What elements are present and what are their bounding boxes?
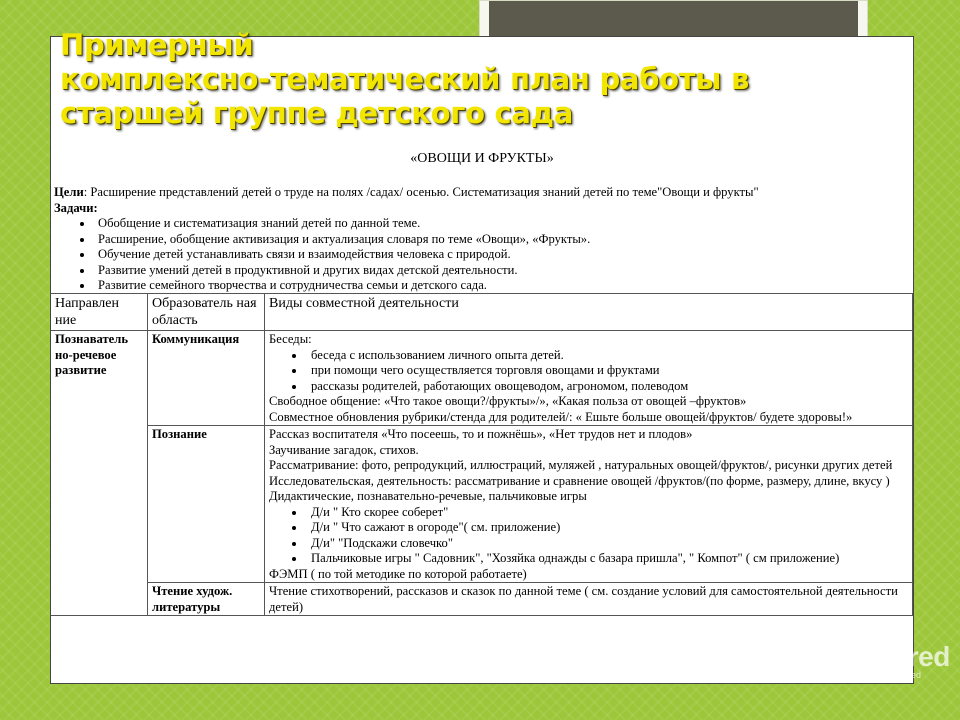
- watermark-text: MyShared: [820, 641, 950, 672]
- activity-line: Беседы:: [269, 332, 312, 346]
- activity-line: Рассматривание: фото, репродукций, иллюстраций, муляжей , натуральных овощей/фруктов/, рисунки других детей: [269, 458, 893, 472]
- theme-heading: «ОВОЩИ И ФРУКТЫ»: [410, 151, 554, 166]
- title-line: комплексно-тематический план работы в: [60, 62, 750, 96]
- activity-bullet: Д/и" "Подскажи словечко": [269, 536, 908, 552]
- activities-cell: [265, 426, 913, 583]
- task-item: Обучение детей устанавливать связи и взаимодействия человека с природой.: [54, 247, 909, 263]
- activity-bullet: рассказы родителей, работающих овощеводом, агрономом, полеводом: [269, 379, 908, 395]
- activity-bullet: Пальчиковые игры " Садовник", "Хозяйка однажды с базара пришла", " Компот" ( см приложение): [269, 551, 908, 567]
- tasks-label: Задачи:: [54, 200, 98, 215]
- slide-title: [60, 28, 860, 130]
- goals-label: Цели: [54, 185, 84, 199]
- watermark-subtext: MyShared: [880, 670, 922, 680]
- table-row: [51, 331, 913, 426]
- activity-bullet: Д/и " Что сажают в огороде"( см. приложение): [269, 520, 908, 536]
- activity-bullet: при помощи чего осуществляется торговля овощами и фруктами: [269, 363, 908, 379]
- task-item: Развитие умений детей в продуктивной и других видах детской деятельности.: [54, 263, 909, 279]
- table-row: [51, 426, 913, 583]
- direction-cell: Познаватель но-речевое развитие: [51, 331, 148, 616]
- plan-table: [50, 293, 913, 616]
- task-item: Обобщение и систематизация знаний детей по данной теме.: [54, 216, 909, 232]
- activity-line: Исследовательская, деятельность: рассматривание и сравнение овощей /фруктов/(по форме, размеру, длине, вкусу ): [269, 473, 890, 488]
- goals-section: [54, 185, 909, 294]
- activity-bullet: Д/и " Кто скорее соберет": [269, 505, 908, 521]
- table-row: [51, 583, 913, 616]
- area-cell: Чтение худож. литературы: [148, 583, 265, 616]
- watermark: [780, 636, 950, 680]
- activity-line: ФЭМП ( по той методике по которой работаете): [269, 566, 527, 581]
- activity-line: Свободное общение: «Что такое овощи?/фрукты»/», «Какая польза от овощей –фруктов»: [269, 394, 747, 408]
- activity-line: Заучивание загадок, стихов.: [269, 442, 419, 457]
- activity-line: Дидактические, познавательно-речевые, пальчиковые игры: [269, 489, 587, 503]
- goals-line: [54, 185, 909, 201]
- title-line: старшей группе детского сада: [60, 96, 574, 130]
- area-cell: Коммуникация: [148, 331, 265, 426]
- presentation-icon: [780, 640, 814, 674]
- header-area: Образователь ная область: [148, 294, 265, 331]
- task-item: Развитие семейного творчества и сотрудничества семьи и детского сада.: [54, 278, 909, 294]
- table-header-row: [51, 294, 913, 331]
- area-cell: Познание: [148, 426, 265, 583]
- document-scan: [50, 36, 914, 684]
- header-activities: Виды совместной деятельности: [265, 294, 913, 331]
- activities-cell: Чтение стихотворений, рассказов и сказок по данной теме ( см. создание условий для самостоятельной деятельности детей): [265, 583, 913, 616]
- task-item: Расширение, обобщение активизация и актуализация словаря по теме «Овощи», «Фрукты».: [54, 232, 909, 248]
- activity-bullets: [269, 505, 908, 567]
- activity-line: Рассказ воспитателя «Что посеешь, то и пожнёшь», «Нет трудов нет и плодов»: [269, 427, 693, 441]
- tasks-list: [54, 216, 909, 294]
- activity-bullets: [269, 348, 908, 395]
- header-direction: Направлен ние: [51, 294, 148, 331]
- activity-line: Совместное обновления рубрики/стенда для родителей/: « Ешьте больше овощей/фруктов/ будете здоровы!»: [269, 409, 853, 424]
- activity-bullet: беседа с использованием личного опыта детей.: [269, 348, 908, 364]
- activities-cell: [265, 331, 913, 426]
- goals-text: : Расширение представлений детей о труде на полях /садах/ осенью. Систематизация знаний детей по теме"Овощи и фрукты": [83, 185, 759, 199]
- title-line: Примерный: [60, 28, 254, 62]
